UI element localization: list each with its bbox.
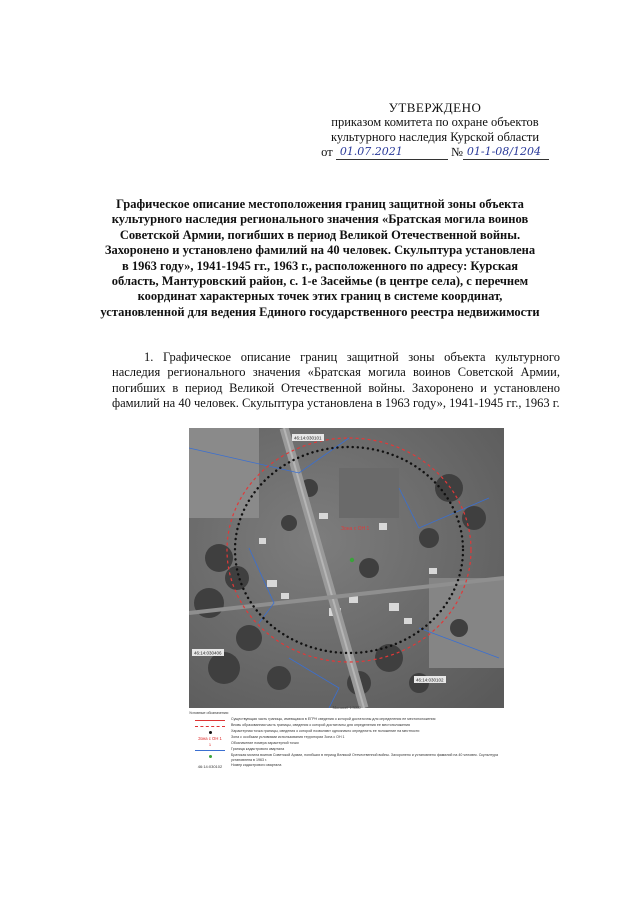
quarter-number-symbol: 46:14:030102: [197, 763, 223, 769]
characteristic-point-symbol: [209, 731, 212, 734]
map-legend: [189, 711, 519, 769]
monument-marker: [350, 558, 354, 562]
legend-text: Зона с особыми условиями использования территории Зона с ОН 1: [231, 735, 345, 739]
date-signature-field: [336, 145, 448, 160]
legend-title: Условные обозначения:: [189, 711, 229, 715]
legend-text: Характерная точка границы, сведения о которой позволяют однозначно определить ее положение на местности: [231, 729, 420, 733]
number-signature-field: [463, 145, 549, 160]
description-text: 1. Графическое описание границ защитной зоны объекта культурного наследия регионального значения «Братская могила воинов Советской Армии, погибших в период Великой Отечественной войны. Захоронено и установлено фамилий на 40 человек. Скульптура установлена в 1963 году», 1941-1945 гг., 1963 г.: [112, 350, 560, 411]
parcel-label-3: 46:14:030102: [416, 677, 444, 683]
legend-text: Вновь образованная часть границы, сведения о которой достаточны для определения ее местоположения: [231, 723, 410, 727]
field-patch: [189, 428, 259, 518]
document-title: Графическое описание местоположения границ защитной зоны объекта культурного наследия регионального значения «Братская могила воинов Советской Армии, погибших в период Великой Отечественной войны. Захоронено и установлено фамилий на 40 человек. Скульптура установлена в 1963 году», 1941-1945 гг., 1963 г., расположенного по адресу: Курская область, Мантуровский район, с. 1-е Засеймье (в центре села), с перечнем координат характерных точек этих границ в системе координат, установленной для ведения Единого государственного реестра недвижимости: [100, 197, 540, 319]
approval-block: [310, 100, 560, 160]
approval-heading: УТВЕРЖДЕНО: [388, 100, 482, 115]
zone-symbol: Зона с ОН 1: [198, 735, 222, 741]
approval-line-2: культурного наследия Курской области: [330, 130, 540, 144]
legend-text: Существующая часть границы, имеющаяся в ЕГРН сведения о которой достаточны для определения ее местоположения: [231, 717, 436, 721]
legend-text: Номер кадастрового квартала: [231, 763, 282, 767]
legend-item: [189, 753, 519, 763]
approval-line-1: приказом комитета по охране объектов: [331, 115, 539, 129]
aerial-map: [189, 428, 504, 708]
parcel-label-1: 46:14:030101: [294, 435, 322, 441]
point-number-symbol: 1: [208, 741, 212, 747]
date-prefix: от: [321, 145, 333, 159]
field-patch: [339, 468, 399, 518]
legend-text: Граница кадастрового квартала: [231, 747, 285, 751]
monument-symbol: [209, 755, 212, 758]
map-image: [189, 428, 504, 708]
legend-text: Братская могила воинов Советской Армии, погибших в период Великой Отечественной войны. Захоронено и установлено фамилий на 40 человек. Скульптура установлена в 1963 г.: [231, 753, 498, 762]
number-prefix: №: [450, 145, 463, 159]
existing-boundary-symbol: [195, 720, 225, 721]
legend-item: [189, 763, 519, 769]
quarter-boundary-symbol: [195, 750, 225, 751]
field-patch: [429, 578, 504, 668]
legend-text: Обозначение номера характерной точки: [231, 741, 299, 745]
description-paragraph: [112, 350, 560, 412]
date-handwritten: 01.07.2021: [339, 145, 403, 158]
new-boundary-symbol: [195, 726, 225, 727]
number-handwritten: 01-1-08/1204: [466, 145, 542, 158]
map-scale: Масштаб 1:5000: [332, 705, 361, 710]
approval-date-line: [310, 145, 560, 160]
zone-label: Зона с ОН 1: [341, 526, 370, 532]
parcel-label-2: 46:14:030406: [194, 650, 222, 656]
